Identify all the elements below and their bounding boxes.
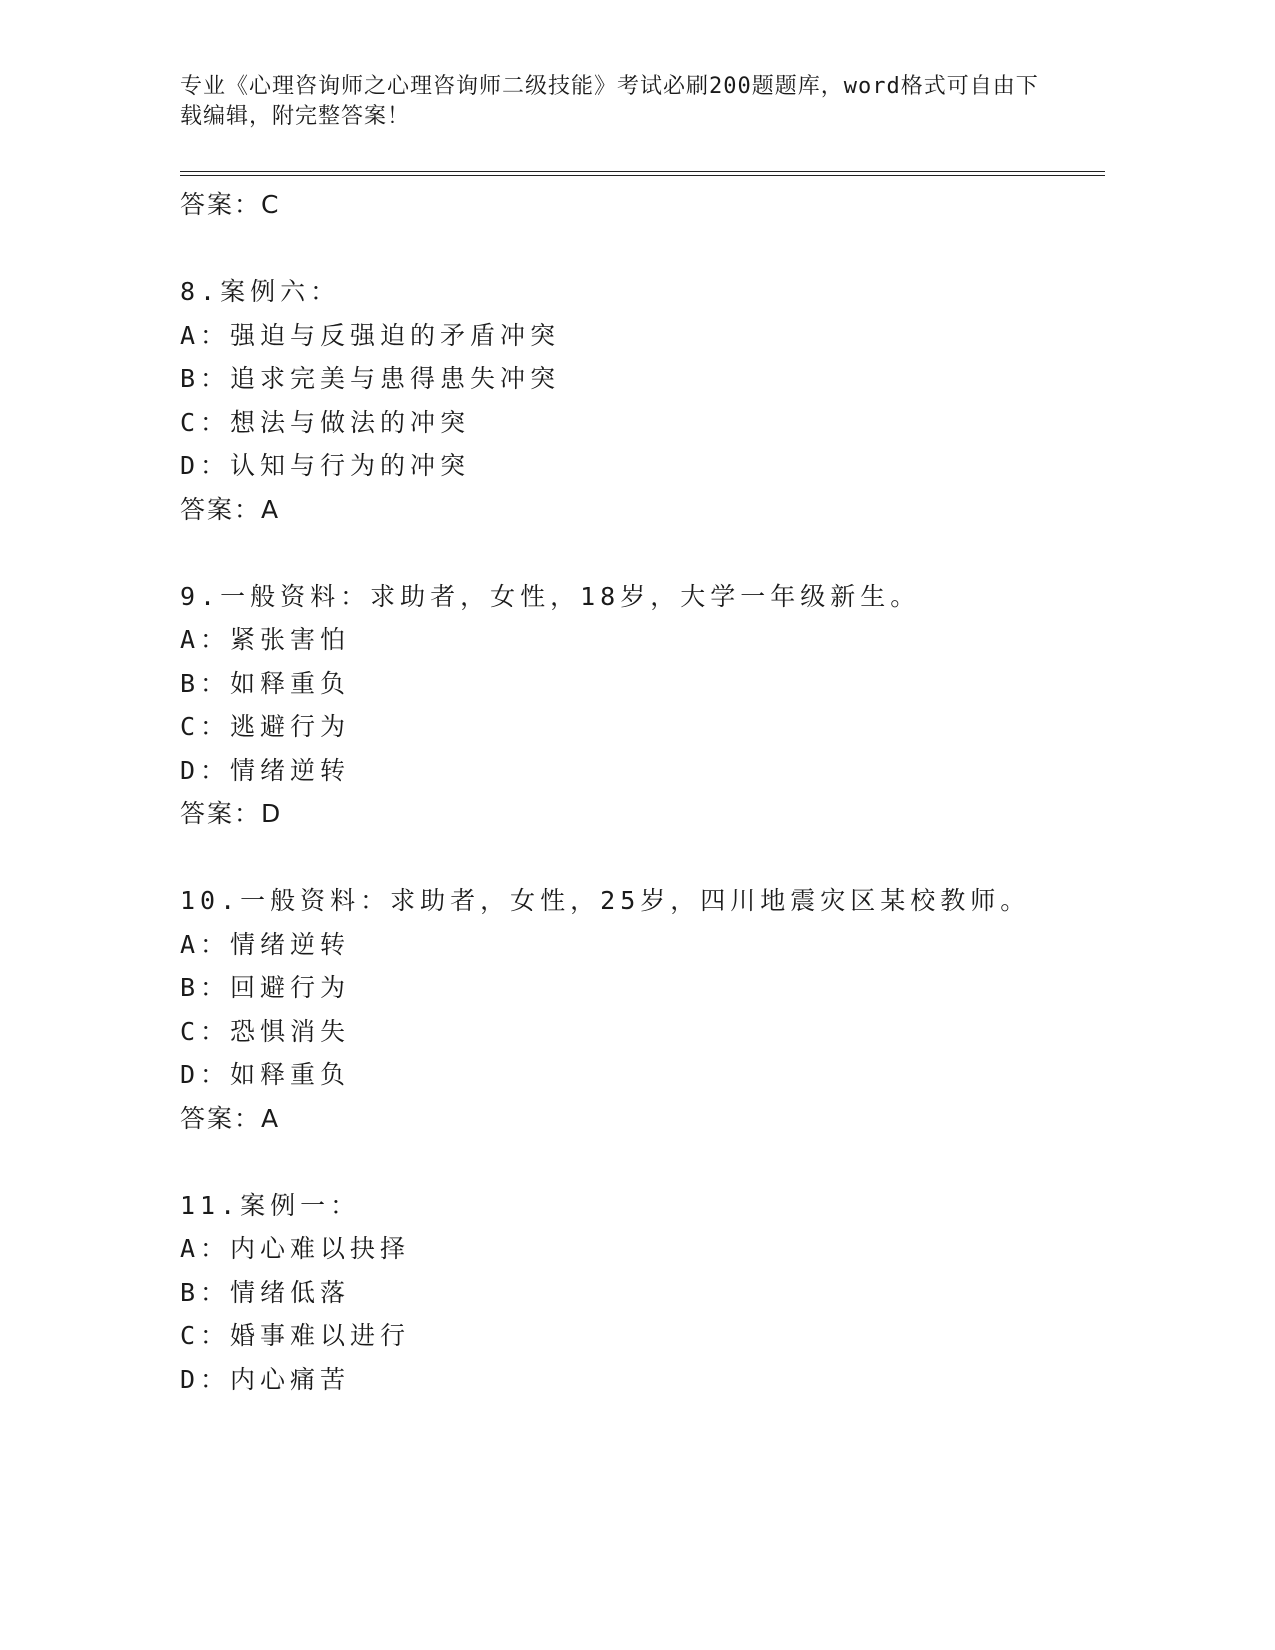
answer-line: 答案：A [180,1103,281,1133]
spacer [180,1140,1105,1184]
question-block [180,270,1105,531]
option-d: D：如释重负 [180,1060,351,1089]
document-header: 专业《心理咨询师之心理咨询师二级技能》考试必刷200题题库，word格式可自由下载编辑，附完整答案！ [180,74,1039,129]
option-b: B：回避行为 [180,973,351,1002]
question-content [180,183,1105,1401]
option-a: A：内心难以抉择 [180,1234,411,1263]
question-stem: 11.案例一： [180,1190,361,1220]
option-b: B：追求完美与患得患失冲突 [180,364,561,393]
spacer [180,531,1105,575]
option-d: D：内心痛苦 [180,1364,351,1394]
option-b: B：如释重负 [180,668,351,698]
answer-line: 答案：D [180,799,283,828]
question-block [180,575,1105,836]
header-divider-line-secondary [180,175,1105,176]
answer-line: 答案：C [180,190,281,219]
answer-line: 答案：A [180,494,281,524]
spacer [180,836,1105,880]
option-a: A：强迫与反强迫的矛盾冲突 [180,320,561,350]
option-d: D：情绪逆转 [180,755,351,785]
question-stem: 10.一般资料：求助者，女性，25岁，四川地震灾区某校教师。 [180,886,1031,915]
option-c: C：想法与做法的冲突 [180,407,471,437]
option-c: C：婚事难以进行 [180,1321,411,1350]
header-divider-line [180,171,1105,172]
question-block [180,1184,1105,1402]
option-a: A：情绪逆转 [180,929,351,959]
question-stem: 9.一般资料：求助者，女性，18岁，大学一年级新生。 [180,581,921,611]
question-stem: 8.案例六： [180,277,341,306]
spacer [180,227,1105,271]
option-d: D：认知与行为的冲突 [180,451,471,480]
option-a: A：紧张害怕 [180,625,351,654]
question-block [180,879,1105,1140]
option-c: C：逃避行为 [180,712,351,741]
option-c: C：恐惧消失 [180,1016,351,1046]
option-b: B：情绪低落 [180,1277,351,1307]
